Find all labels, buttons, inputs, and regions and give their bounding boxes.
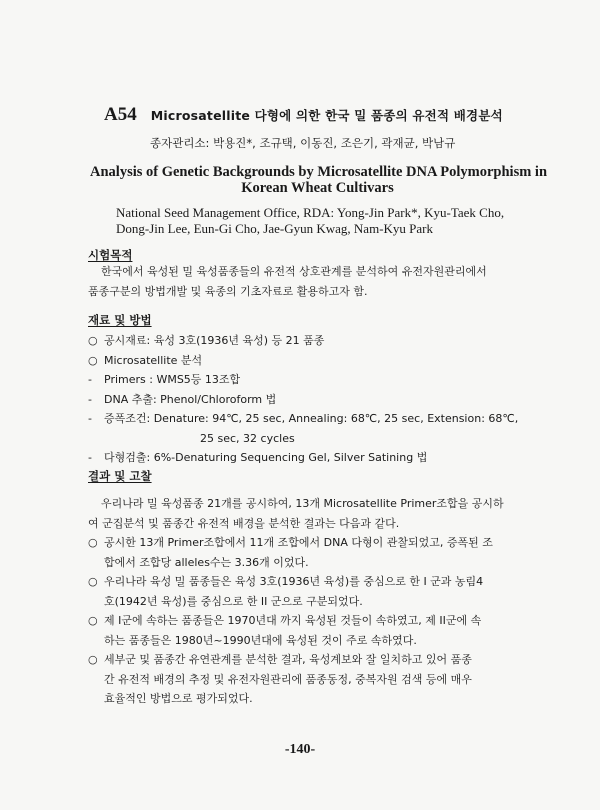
objective-line: 품종구분의 방법개발 및 육종의 기초자료로 활용하고자 함. (88, 285, 368, 298)
page-number: -140- (284, 742, 316, 757)
item-marker: - (88, 373, 92, 386)
methods-heading: 재료 및 방법 (88, 313, 152, 327)
methods-item-continuation (88, 429, 518, 449)
affiliation-line: Dong-Jin Lee, Eun-Gi Cho, Jae-Gyun Kwag, Nam-Kyu Park (116, 221, 433, 236)
results-intro-line: 여 군집분석 및 품종간 유전적 배경을 분석한 결과는 다음과 같다. (88, 516, 400, 530)
abstract-code: A54 (104, 104, 137, 125)
methods-list (88, 331, 518, 468)
item-marker: ○ (88, 334, 98, 347)
methods-item (88, 331, 518, 351)
abstract-heading (104, 104, 503, 126)
english-title-line: Korean Wheat Cultivars (241, 180, 394, 196)
affiliation (116, 205, 504, 237)
bullet-marker: ○ (88, 653, 98, 666)
objective-heading: 시험목적 (88, 248, 133, 262)
item-marker: - (88, 392, 92, 406)
korean-title: Microsatellite 다형에 의한 한국 밀 품종의 유전적 배경분석 (150, 108, 503, 123)
item-text: 다형검출: 6%-Denaturing Sequencing Gel, Silver Satining 법 (104, 451, 428, 464)
item-text: DNA 추출: Phenol/Chloroform 법 (104, 392, 277, 406)
bullet-line: 우리나라 육성 밀 품종들은 육성 3호(1936년 육성)를 중심으로 한 I 군과 농림4 (104, 575, 484, 588)
item-text: 증폭조건: Denature: 94℃, 25 sec, Annealing: 68℃, 25 sec, Extension: 68℃, (104, 412, 519, 425)
item-text: 공시재료: 육성 3호(1936년 육성) 등 21 품종 (104, 334, 325, 347)
methods-item (88, 409, 518, 429)
bullet-line: 세부군 및 품종간 유연관계를 분석한 결과, 육성계보와 잘 일치하고 있어 품종 (104, 653, 472, 666)
results-bullet (88, 650, 504, 709)
results-bullet (88, 572, 504, 611)
item-text: 25 sec, 32 cycles (200, 431, 295, 445)
results-intro-line: 우리나라 밀 육성품종 21개를 공시하여, 13개 Microsatellite Primer조합을 공시하 (101, 497, 504, 510)
english-title-line: Analysis of Genetic Backgrounds by Microsatellite DNA Polymorphism in (90, 164, 548, 180)
results-heading: 결과 및 고찰 (88, 469, 152, 483)
results-bullet (88, 611, 504, 650)
results-bullet (88, 533, 504, 572)
item-text: Microsatellite 분석 (104, 353, 203, 367)
objective-paragraph (88, 262, 487, 302)
bullet-marker: ○ (88, 614, 98, 627)
results-body (88, 494, 504, 709)
bullet-line: 간 유전적 배경의 추정 및 유전자원관리에 품종동정, 중복자원 검색 등에 매우 (104, 672, 472, 686)
bullet-line: 호(1942년 육성)를 중심으로 한 II 군으로 구분되었다. (104, 594, 363, 608)
bullet-line: 공시한 13개 Primer조합에서 11개 조합에서 DNA 다형이 관찰되었고, 증폭된 조 (104, 536, 493, 549)
affiliation-line: National Seed Management Office, RDA: Yong-Jin Park*, Kyu-Taek Cho, (116, 205, 505, 220)
bullet-line: 하는 품종들은 1980년~1990년대에 육성된 것이 주로 속하였다. (104, 633, 417, 647)
bullet-line: 효율적인 방법으로 평가되었다. (104, 692, 253, 705)
item-marker: - (88, 451, 92, 464)
bullet-marker: ○ (88, 575, 98, 588)
item-text: Primers : WMS5등 13조합 (104, 373, 241, 386)
item-marker: ○ (88, 353, 98, 367)
methods-item (88, 370, 518, 390)
methods-item (88, 390, 518, 410)
bullet-marker: ○ (88, 536, 98, 549)
methods-item (88, 351, 518, 371)
objective-line: 한국에서 육성된 밀 육성품종들의 유전적 상호관계를 분석하여 유전자원관리에서 (101, 265, 487, 278)
english-title (90, 164, 548, 196)
bullet-line: 제 I군에 속하는 품종들은 1970년대 까지 육성된 것들이 속하였고, 제 II군에 속 (104, 614, 482, 627)
item-marker: - (88, 412, 92, 425)
bullet-line: 합에서 조합당 alleles수는 3.36개 이었다. (104, 555, 309, 569)
korean-authors: 종자관리소: 박용진*, 조규택, 이동진, 조은기, 곽재균, 박남규 (150, 136, 456, 150)
methods-item (88, 448, 518, 468)
